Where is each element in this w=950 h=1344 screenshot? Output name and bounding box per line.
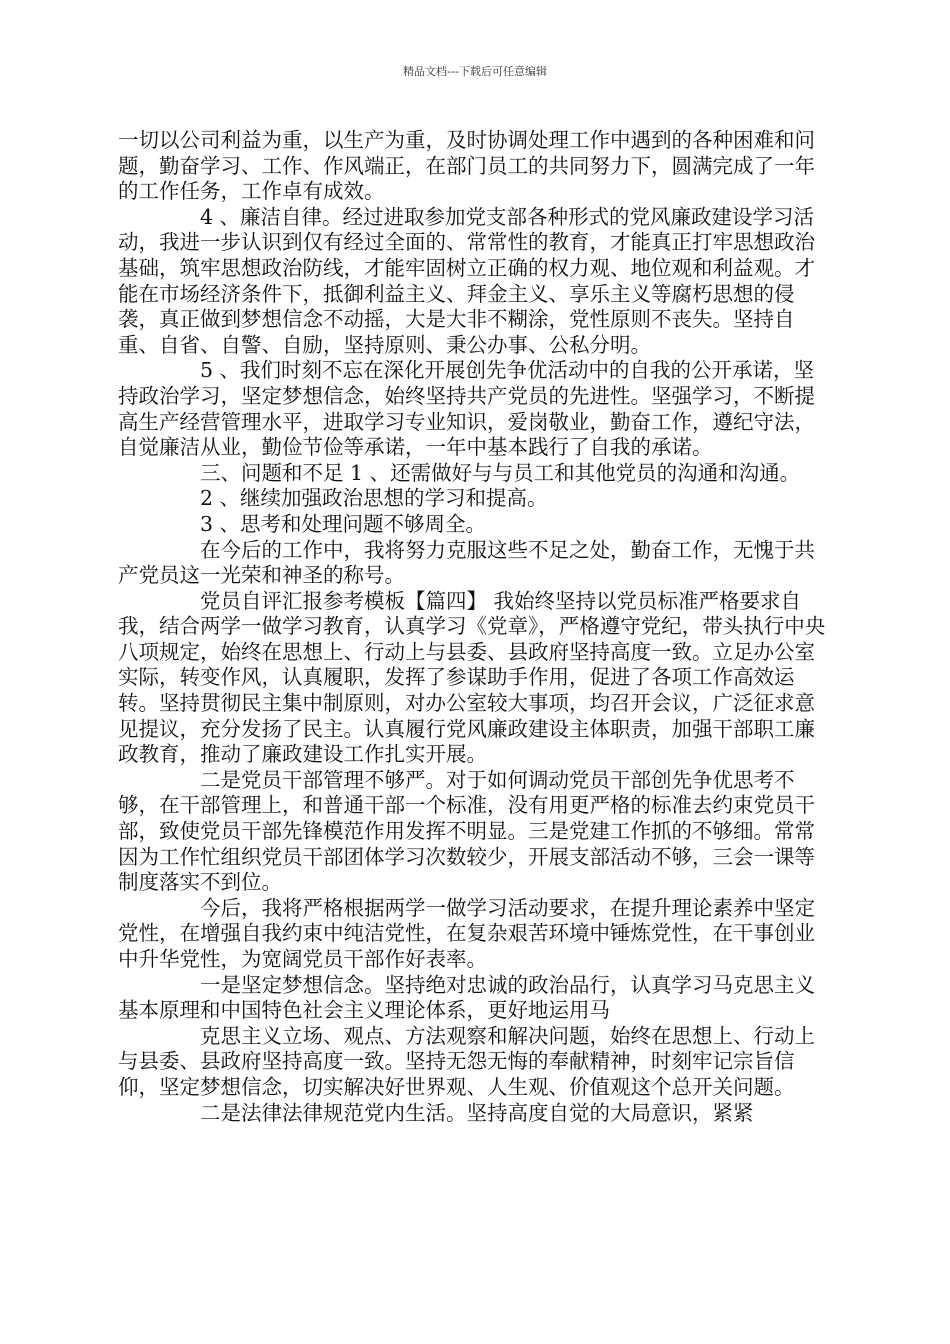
document-body: [118, 128, 830, 1126]
paragraph: 二是党员干部管理不够严。对于如何调动党员干部创先争优思考不够，在干部管理上，和普通干部一个标准，没有用更严格的标准去约束党员干部，致使党员干部先锋模范作用发挥不明显。三是党建工作抓的不够细。常常因为工作忙组织党员干部团体学习次数较少，开展支部活动不够，三会一课等制度落实不到位。: [118, 767, 815, 895]
paragraph: 党员自评汇报参考模板【篇四】 我始终坚持以党员标准严格要求自我，结合两学一做学习教育，认真学习《党章》，严格遵守党纪，带头执行中央八项规定，始终在思想上、行动上与县委、县政府坚持高度一致。立足办公室实际，转变作风，认真履职，发挥了参谋助手作用，促进了各项工作高效运转。坚持贯彻民主集中制原则，对办公室较大事项，均召开会议，广泛征求意见提议，充分发扬了民主。认真履行党风廉政建设主体职责，加强干部职工廉政教育，推动了廉政建设工作扎实开展。: [118, 588, 826, 767]
paragraph: 5 、我们时刻不忘在深化开展创先争优活动中的自我的公开承诺，坚持政治学习，坚定梦想信念，始终坚持共产党员的先进性。坚强学习，不断提高生产经营管理水平，进取学习专业知识，爱岗敬业，勤奋工作，遵纪守法，自觉廉洁从业，勤俭节俭等承诺，一年中基本践行了自我的承诺。: [118, 358, 815, 460]
paragraph: 二是法律法律规范党内生活。坚持高度自觉的大局意识，紧紧: [200, 1100, 754, 1125]
paragraph: 2 、继续加强政治思想的学习和提高。: [200, 486, 548, 511]
paragraph: 三、问题和不足 1 、还需做好与与员工和其他党员的沟通和沟通。: [200, 460, 801, 485]
paragraph: 克思主义立场、观点、方法观察和解决问题，始终在思想上、行动上与县委、县政府坚持高度一致。坚持无怨无悔的奉献精神，时刻牢记宗旨信仰，坚定梦想信念，切实解决好世界观、人生观、价值观这个总开关问题。: [118, 1023, 815, 1099]
paragraph: 今后，我将严格根据两学一做学习活动要求，在提升理论素养中坚定党性，在增强自我约束中纯洁党性，在复杂艰苦环境中锤炼党性，在干事创业中升华党性，为宽阔党员干部作好表率。: [118, 895, 815, 971]
paragraph: 在今后的工作中，我将努力克服这些不足之处，勤奋工作，无愧于共产党员这一光荣和神圣的称号。: [118, 537, 815, 588]
paragraph: 一是坚定梦想信念。坚持绝对忠诚的政治品行，认真学习马克思主义基本原理和中国特色社会主义理论体系，更好地运用马: [118, 972, 815, 1023]
paragraph: 一切以公司利益为重，以生产为重，及时协调处理工作中遇到的各种困难和问题，勤奋学习、工作、作风端正，在部门员工的共同努力下，圆满完成了一年的工作任务，工作卓有成效。: [118, 128, 815, 204]
paragraph: 3 、思考和处理问题不够周全。: [200, 511, 487, 536]
paragraph: 4 、廉洁自律。经过进取参加党支部各种形式的党风廉政建设学习活动，我进一步认识到仅有经过全面的、常常性的教育，才能真正打牢思想政治基础，筑牢思想政治防线，才能牢固树立正确的权力观、地位观和利益观。才能在市场经济条件下，抵御利益主义、拜金主义、享乐主义等腐朽思想的侵袭，真正做到梦想信念不动摇，大是大非不糊涂，党性原则不丧失。坚持自重、自省、自警、自励，坚持原则、秉公办事、公私分明。: [118, 204, 815, 357]
page-header: 精品文档---下载后可任意编辑: [403, 65, 547, 78]
